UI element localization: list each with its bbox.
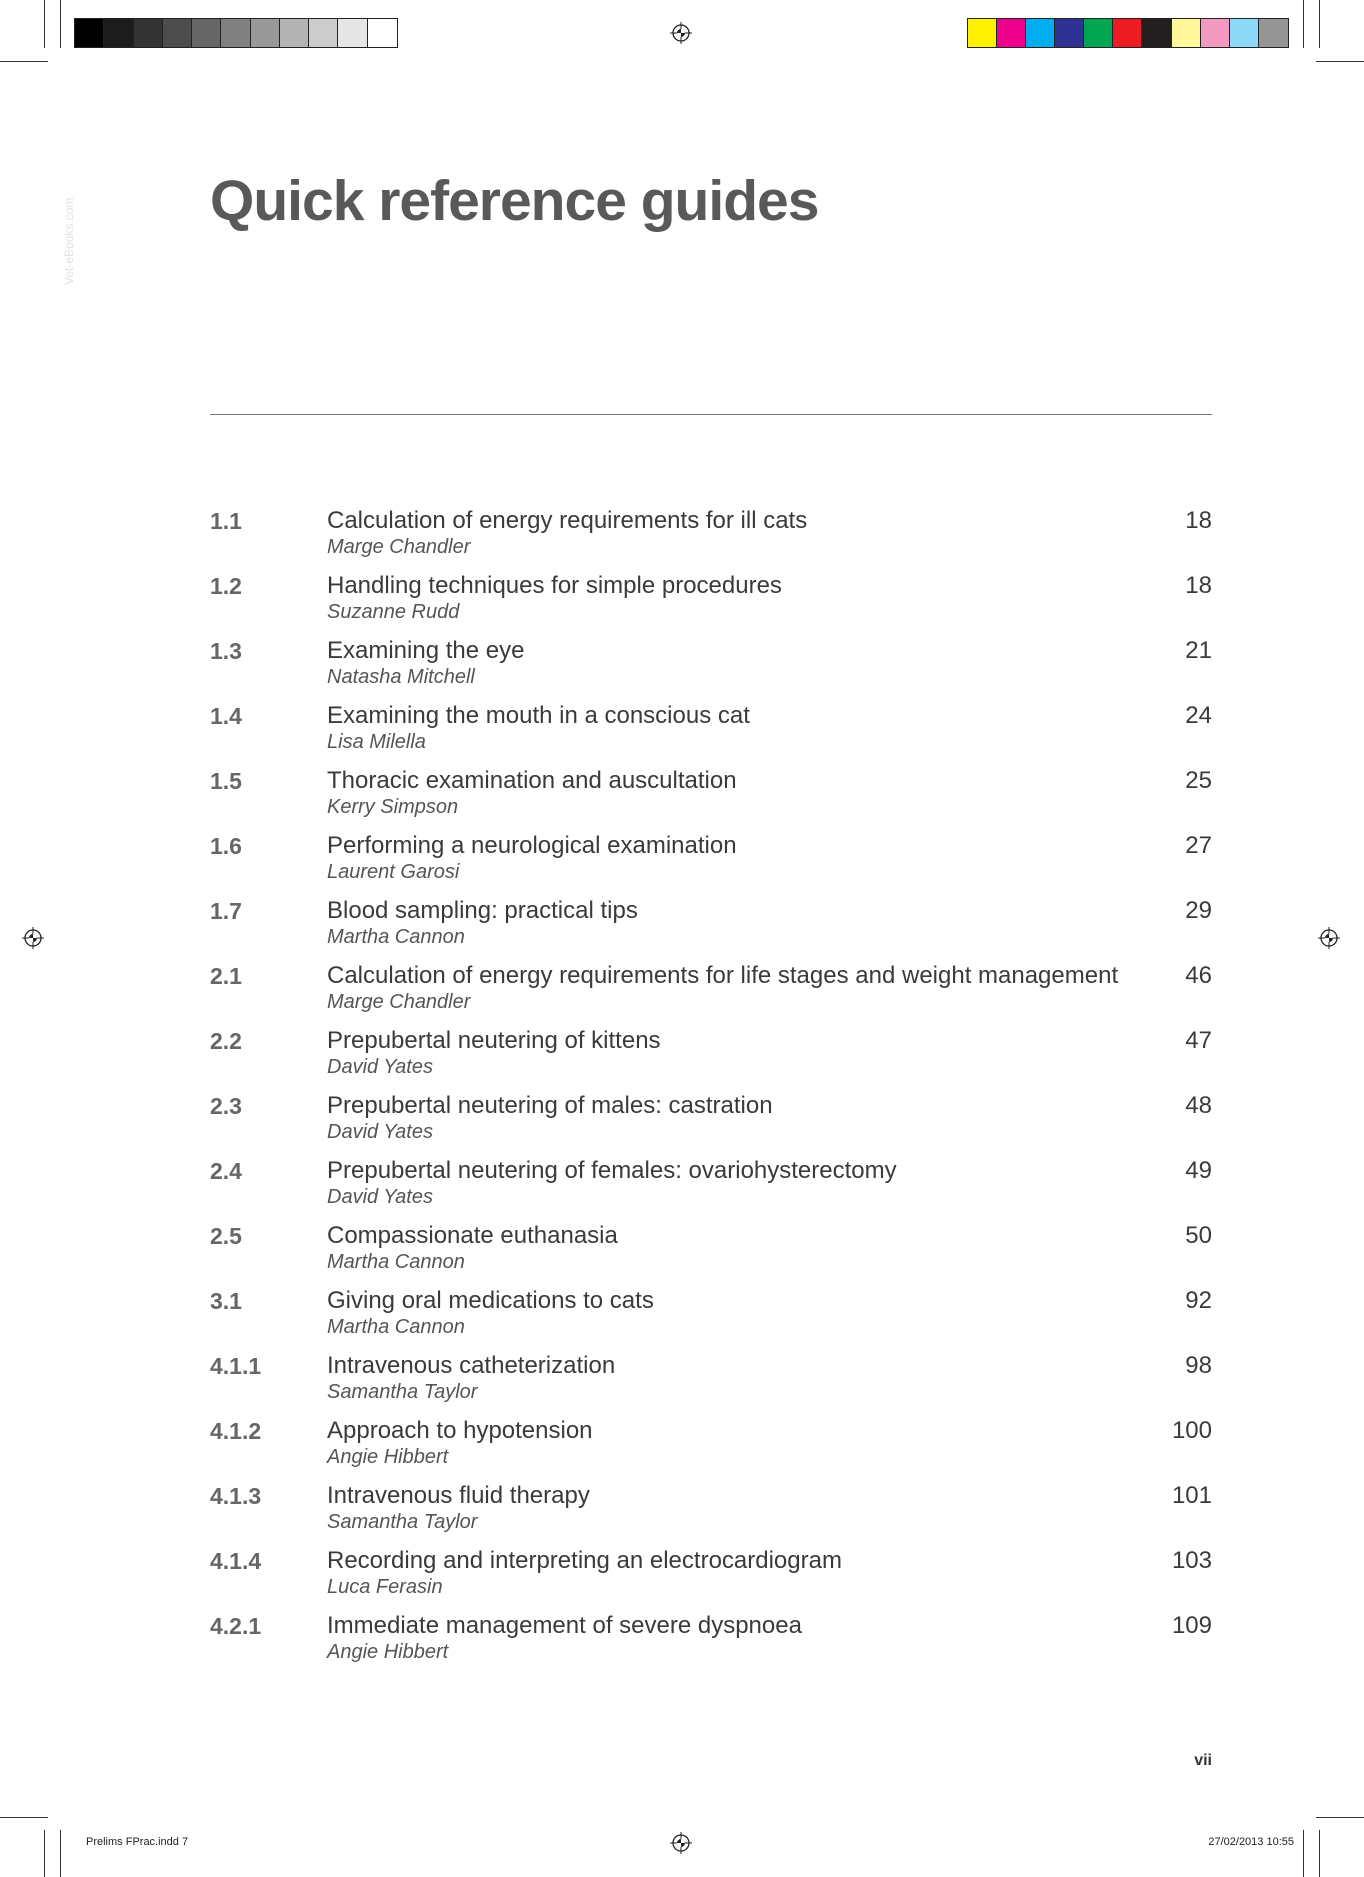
page-title: Quick reference guides (210, 169, 819, 233)
color-swatch (1230, 19, 1259, 47)
toc-entry-author: Martha Cannon (327, 1316, 465, 1338)
toc-entry (210, 1221, 1212, 1286)
toc-entry-page: 18 (1185, 572, 1212, 599)
toc-entry-title: Performing a neurological examination (327, 832, 737, 859)
toc-entry-author: Martha Cannon (327, 926, 465, 948)
grayscale-color-bar (74, 18, 398, 48)
toc-entry (210, 571, 1212, 636)
color-swatch (309, 19, 338, 47)
toc-entry-number: 1.2 (210, 573, 242, 599)
page-number: vii (1194, 1752, 1212, 1769)
toc-entry-number: 1.7 (210, 898, 242, 924)
toc-entry-title: Examining the eye (327, 637, 525, 664)
toc-entry-number: 4.2.1 (210, 1613, 262, 1639)
toc-entry-page: 98 (1185, 1352, 1212, 1379)
registration-target-icon (670, 22, 692, 44)
color-swatch (1026, 19, 1055, 47)
toc-entry-number: 3.1 (210, 1288, 242, 1314)
registration-target-icon (1318, 927, 1340, 949)
toc-entry-author: Marge Chandler (327, 536, 471, 558)
toc-entry-page: 29 (1185, 897, 1212, 924)
toc-entry-author: Laurent Garosi (327, 861, 460, 883)
toc-entry-author: Natasha Mitchell (327, 666, 475, 688)
toc-entry (210, 506, 1212, 571)
toc-entry-number: 2.5 (210, 1223, 242, 1249)
color-swatch (221, 19, 250, 47)
color-swatch (134, 19, 163, 47)
toc-entry-title: Calculation of energy requirements for ill cats (327, 507, 808, 534)
toc-entry-title: Handling techniques for simple procedures (327, 572, 782, 599)
toc-entry (210, 1416, 1212, 1481)
toc-list (210, 506, 1212, 1676)
color-swatch (368, 19, 397, 47)
color-swatch (1172, 19, 1201, 47)
registration-target-icon (670, 1832, 692, 1854)
toc-entry-page: 46 (1185, 962, 1212, 989)
toc-entry-title: Thoracic examination and auscultation (327, 767, 737, 794)
toc-entry (210, 636, 1212, 701)
toc-entry-title: Immediate management of severe dyspnoea (327, 1612, 802, 1639)
toc-entry (210, 1351, 1212, 1416)
color-swatch (75, 19, 104, 47)
title-divider (210, 414, 1212, 415)
toc-entry-title: Blood sampling: practical tips (327, 897, 638, 924)
toc-entry-number: 2.4 (210, 1158, 242, 1184)
toc-entry-number: 2.3 (210, 1093, 242, 1119)
process-color-bar (967, 18, 1289, 48)
color-swatch (192, 19, 221, 47)
toc-entry-author: Samantha Taylor (327, 1511, 478, 1533)
toc-entry-number: 4.1.4 (210, 1548, 262, 1574)
toc-entry-author: Luca Ferasin (327, 1576, 443, 1598)
color-swatch (104, 19, 133, 47)
color-swatch (997, 19, 1026, 47)
toc-entry-number: 4.1.2 (210, 1418, 262, 1444)
toc-entry-number: 4.1.1 (210, 1353, 262, 1379)
toc-entry (210, 1156, 1212, 1221)
toc-entry-number: 1.1 (210, 508, 242, 534)
toc-entry (210, 1611, 1212, 1676)
color-swatch (251, 19, 280, 47)
color-swatch (1259, 19, 1288, 47)
toc-entry-author: Angie Hibbert (327, 1641, 449, 1663)
toc-entry-author: Suzanne Rudd (327, 601, 460, 623)
toc-entry-title: Prepubertal neutering of males: castration (327, 1092, 773, 1119)
color-swatch (1113, 19, 1142, 47)
toc-entry-author: Marge Chandler (327, 991, 471, 1013)
toc-entry-page: 18 (1185, 507, 1212, 534)
toc-entry-author: David Yates (327, 1186, 433, 1208)
toc-entry-page: 103 (1171, 1547, 1212, 1574)
toc-entry (210, 1091, 1212, 1156)
toc-entry-title: Approach to hypotension (327, 1417, 593, 1444)
toc-entry-title: Intravenous catheterization (327, 1352, 616, 1379)
toc-entry-page: 50 (1185, 1222, 1212, 1249)
toc-entry-number: 1.6 (210, 833, 242, 859)
toc-entry-author: Angie Hibbert (327, 1446, 449, 1468)
toc-entry-title: Prepubertal neutering of females: ovariohysterectomy (327, 1157, 897, 1184)
toc-entry-author: David Yates (327, 1056, 433, 1078)
slug-filename: Prelims FPrac.indd 7 (86, 1836, 189, 1848)
toc-entry-page: 101 (1171, 1482, 1212, 1509)
toc-entry (210, 831, 1212, 896)
toc-entry (210, 1286, 1212, 1351)
toc-entry-author: Kerry Simpson (327, 796, 459, 818)
toc-entry-page: 100 (1171, 1417, 1212, 1444)
toc-entry (210, 896, 1212, 961)
toc-entry (210, 1026, 1212, 1091)
toc-entry-number: 4.1.3 (210, 1483, 262, 1509)
toc-entry (210, 1481, 1212, 1546)
toc-entry-number: 2.1 (210, 963, 242, 989)
color-swatch (1201, 19, 1230, 47)
toc-entry-page: 48 (1185, 1092, 1212, 1119)
toc-entry-page: 21 (1185, 637, 1212, 664)
toc-entry-title: Giving oral medications to cats (327, 1287, 654, 1314)
color-swatch (338, 19, 367, 47)
toc-entry-author: David Yates (327, 1121, 433, 1143)
toc-entry-title: Compassionate euthanasia (327, 1222, 618, 1249)
toc-entry-page: 49 (1185, 1157, 1212, 1184)
color-swatch (1084, 19, 1113, 47)
toc-entry-title: Calculation of energy requirements for life stages and weight management (327, 962, 1119, 989)
toc-entry-page: 24 (1185, 702, 1212, 729)
toc-entry-title: Prepubertal neutering of kittens (327, 1027, 661, 1054)
toc-entry-title: Examining the mouth in a conscious cat (327, 702, 750, 729)
toc-entry-page: 25 (1185, 767, 1212, 794)
toc-entry (210, 1546, 1212, 1611)
toc-entry-title: Recording and interpreting an electrocardiogram (327, 1547, 842, 1574)
toc-entry-number: 2.2 (210, 1028, 242, 1054)
toc-entry-page: 109 (1171, 1612, 1212, 1639)
color-swatch (280, 19, 309, 47)
toc-entry (210, 766, 1212, 831)
toc-entry-author: Samantha Taylor (327, 1381, 478, 1403)
toc-entry-page: 27 (1185, 832, 1212, 859)
toc-entry (210, 961, 1212, 1026)
color-swatch (968, 19, 997, 47)
toc-entry-page: 92 (1185, 1287, 1212, 1314)
toc-entry-page: 47 (1185, 1027, 1212, 1054)
toc-entry-number: 1.3 (210, 638, 242, 664)
color-swatch (1055, 19, 1084, 47)
watermark: Vet-eBooks.com (62, 197, 76, 285)
registration-target-icon (22, 927, 44, 949)
toc-entry (210, 701, 1212, 766)
color-swatch (163, 19, 192, 47)
slug-timestamp: 27/02/2013 10:55 (1208, 1836, 1294, 1848)
color-swatch (1142, 19, 1171, 47)
toc-entry-author: Lisa Milella (327, 731, 426, 753)
toc-entry-number: 1.5 (210, 768, 242, 794)
toc-entry-number: 1.4 (210, 703, 242, 729)
toc-entry-title: Intravenous fluid therapy (327, 1482, 590, 1509)
toc-entry-author: Martha Cannon (327, 1251, 465, 1273)
